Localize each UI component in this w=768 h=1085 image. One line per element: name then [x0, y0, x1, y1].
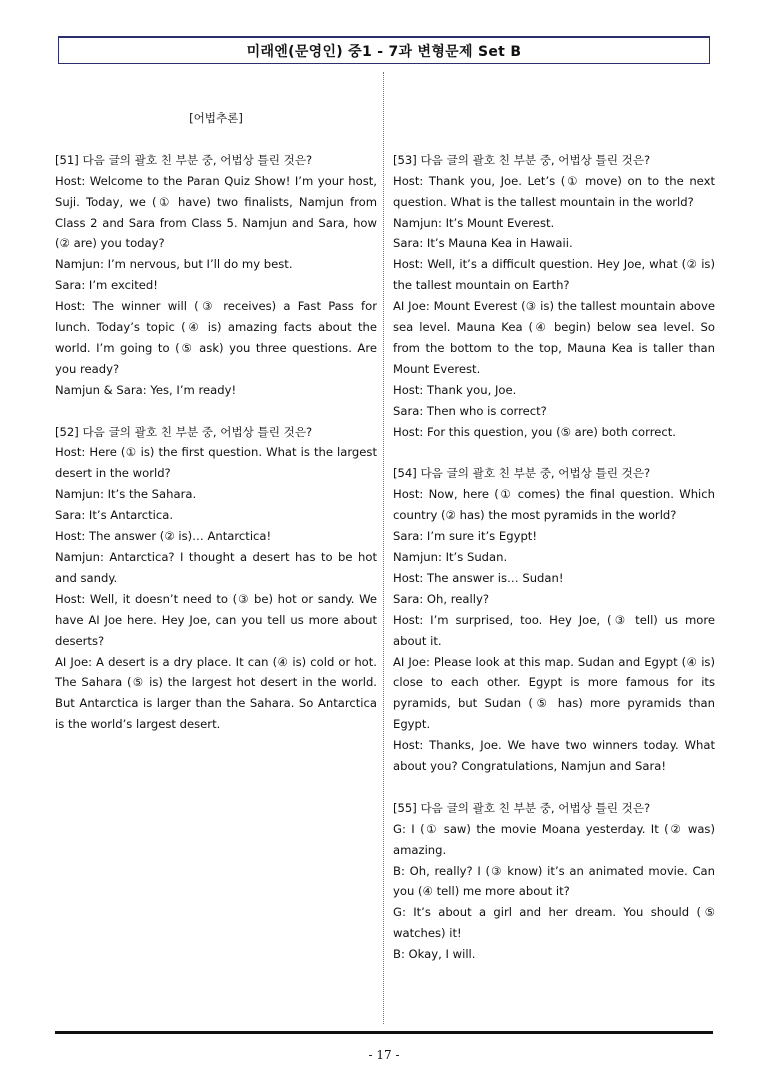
- column-divider: [383, 72, 384, 1024]
- text-paragraph: Sara: Then who is correct?: [393, 403, 547, 418]
- page-title: 미래엔(문영인) 중1 - 7과 변형문제 Set B: [246, 43, 522, 60]
- text-paragraph: B: Okay, I will.: [393, 947, 476, 962]
- question-heading: [52] 다음 글의 괄호 친 부분 중, 어법상 틀린 것은?: [55, 424, 313, 439]
- left-column-body: [55, 129, 377, 735]
- section-label: [어법추론]: [189, 111, 243, 125]
- text-paragraph: Host: I’m surprised, too. Hey Joe, (③ tell) us more about it.: [393, 612, 715, 648]
- text-paragraph: Sara: It’s Antarctica.: [55, 508, 174, 523]
- text-paragraph: G: It’s about a girl and her dream. You should (⑤ watches) it!: [393, 905, 715, 941]
- question-heading: [53] 다음 글의 괄호 친 부분 중, 어법상 틀린 것은?: [393, 152, 651, 167]
- text-paragraph: Host: Now, here (① comes) the final question. Which country (② has) the most pyramids in the world?: [393, 487, 715, 523]
- text-paragraph: Host: The winner will (③ receives) a Fast Pass for lunch. Today’s topic (④ is) amazing facts about the world. I’m going to (⑤ ask) you three questions. Are you ready?: [55, 299, 377, 376]
- text-paragraph: AI Joe: A desert is a dry place. It can (④ is) cold or hot. The Sahara (⑤ is) the largest hot desert in the world. But Antarctica is larger than the Sahara. So Antarctica is the world’s largest desert.: [55, 654, 377, 732]
- text-paragraph: AI Joe: Mount Everest (③ is) the tallest mountain above sea level. Mauna Kea (④ begin) below sea level. So from the bottom to the top, Mauna Kea is taller than Mount Everest.: [393, 299, 715, 376]
- header-title-box: [58, 36, 710, 64]
- paragraph-gap: [393, 108, 715, 129]
- text-paragraph: Host: Well, it doesn’t need to (③ be) hot or sandy. We have AI Joe here. Hey Joe, can you tell us more about deserts?: [55, 591, 377, 648]
- text-paragraph: Namjun: It’s Sudan.: [393, 549, 508, 564]
- text-paragraph: B: Oh, really? I (③ know) it’s an animated movie. Can you (④ tell) me more about it?: [393, 863, 715, 899]
- paragraph-gap: [55, 129, 377, 150]
- text-paragraph: Namjun: It’s the Sahara.: [55, 487, 197, 502]
- paragraph-gap: [393, 777, 715, 798]
- question-heading: [55] 다음 글의 괄호 친 부분 중, 어법상 틀린 것은?: [393, 800, 651, 815]
- text-paragraph: Host: The answer is… Sudan!: [393, 570, 564, 585]
- text-paragraph: Host: Welcome to the Paran Quiz Show! I’m your host, Suji. Today, we (① have) two finalists, Namjun from Class 2 and Sara from Class 5. Namjun and Sara, how (② are) you today?: [55, 173, 377, 251]
- text-paragraph: Host: Thank you, Joe.: [393, 382, 517, 397]
- text-paragraph: Host: Here (① is) the first question. What is the largest desert in the world?: [55, 445, 377, 481]
- text-paragraph: Namjun: I’m nervous, but I’ll do my best.: [55, 257, 293, 272]
- text-paragraph: Sara: Oh, really?: [393, 591, 489, 606]
- question-heading: [54] 다음 글의 괄호 친 부분 중, 어법상 틀린 것은?: [393, 466, 651, 481]
- text-paragraph: G: I (① saw) the movie Moana yesterday. It (② was) amazing.: [393, 821, 715, 857]
- text-paragraph: Host: The answer (② is)… Antarctica!: [55, 529, 272, 544]
- text-paragraph: AI Joe: Please look at this map. Sudan and Egypt (④ is) close to each other. Egypt is more famous for its pyramids, but Sudan (⑤ has) more pyramids than Egypt.: [393, 654, 715, 732]
- text-paragraph: Host: Thank you, Joe. Let’s (① move) on to the next question. What is the tallest mountain in the world?: [393, 173, 715, 209]
- right-column: [393, 108, 715, 965]
- text-paragraph: Sara: I’m excited!: [55, 278, 158, 293]
- text-paragraph: Host: For this question, you (⑤ are) both correct.: [393, 424, 676, 439]
- text-paragraph: Host: Well, it’s a difficult question. Hey Joe, what (② is) the tallest mountain on Earth?: [393, 257, 715, 293]
- right-column-body: [393, 108, 715, 965]
- question-heading: [51] 다음 글의 괄호 친 부분 중, 어법상 틀린 것은?: [55, 152, 313, 167]
- footer-rule: [55, 1031, 713, 1034]
- text-paragraph: Sara: I’m sure it’s Egypt!: [393, 529, 538, 544]
- paragraph-gap: [393, 129, 715, 150]
- left-column: [55, 108, 377, 735]
- paragraph-gap: [393, 442, 715, 463]
- text-paragraph: Namjun & Sara: Yes, I’m ready!: [55, 382, 237, 397]
- text-paragraph: Sara: It’s Mauna Kea in Hawaii.: [393, 236, 573, 251]
- text-paragraph: Host: Thanks, Joe. We have two winners today. What about you? Congratulations, Namjun and Sara!: [393, 738, 715, 774]
- page-number: - 17 -: [368, 1048, 400, 1062]
- text-paragraph: Namjun: Antarctica? I thought a desert has to be hot and sandy.: [55, 550, 377, 585]
- paragraph-gap: [55, 401, 377, 422]
- text-paragraph: Namjun: It’s Mount Everest.: [393, 215, 555, 230]
